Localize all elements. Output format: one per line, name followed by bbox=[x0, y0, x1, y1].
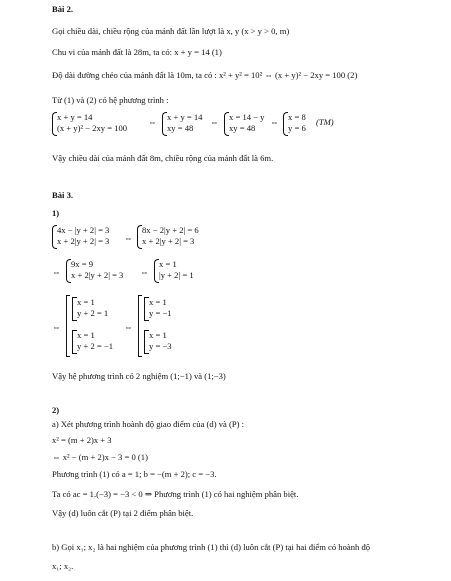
bai3-system-f1 bbox=[144, 297, 180, 321]
equivalence-symbol: ⇔ bbox=[52, 267, 61, 277]
bai2-system-3 bbox=[224, 112, 274, 136]
bai3-system-e1 bbox=[72, 297, 122, 321]
equation: y = −3 bbox=[149, 341, 172, 351]
equation: 9x = 9 bbox=[71, 259, 94, 269]
equivalence-symbol: ⇔ bbox=[52, 322, 61, 332]
part-label-1: 1) bbox=[52, 208, 60, 218]
equation: y = 6 bbox=[288, 123, 306, 133]
equation: x + y = 14 bbox=[167, 112, 203, 122]
bai3-2a-discriminant: Ta có ac = 1.(−3) = −3 < 0 ⇒ Phương trình (1) có hai nghiệm phân biệt. bbox=[52, 489, 299, 499]
bai3-system-f2 bbox=[144, 330, 180, 354]
bai2-line-2: Chu vi của mảnh đất là 28m, ta có: x + y = 14 (1) bbox=[52, 47, 222, 57]
bai3-conclusion-1: Vậy hệ phương trình có 2 nghiệm (1;−1) và (1;−3) bbox=[52, 371, 226, 381]
equation: xy = 48 bbox=[167, 123, 194, 133]
bai2-conclusion: Vậy chiều dài của mảnh đất 8m, chiều rộng của mảnh đất là 6m. bbox=[52, 153, 274, 163]
equivalence-symbol: ⇔ bbox=[270, 117, 279, 127]
equation: x = 1 bbox=[149, 330, 167, 340]
equation: 8x − 2|y + 2| = 6 bbox=[142, 225, 199, 235]
equivalence-symbol: ⇔ bbox=[140, 267, 149, 277]
bai3-system-c bbox=[66, 259, 144, 283]
bai3-system-a bbox=[52, 225, 126, 249]
bai3-system-b bbox=[137, 225, 217, 249]
bai3-or-set-f bbox=[138, 295, 184, 357]
bai3-2b-line-1: b) Gọi x₁; x₂ là hai nghiệm của phương trình (1) thì (d) luôn cắt (P) tại hai điểm có hoành độ bbox=[52, 542, 371, 552]
equation: x + 2|y + 2| = 3 bbox=[71, 270, 124, 280]
equivalence-symbol: ⇔ bbox=[210, 117, 219, 127]
equation: x = 14 − y bbox=[229, 112, 265, 122]
bai2-line-4: Từ (1) và (2) có hệ phương trình : bbox=[52, 95, 169, 105]
equation: y = −1 bbox=[149, 308, 172, 318]
bai3-system-e2 bbox=[72, 330, 126, 354]
bai3-2a-equivalent: ⇔ x² − (m + 2)x − 3 = 0 (1) bbox=[52, 452, 148, 462]
equation: 4x − |y + 2| = 3 bbox=[57, 225, 110, 235]
equivalence-symbol: ⇔ bbox=[148, 117, 157, 127]
bai2-line-1: Gọi chiều dài, chiều rộng của mảnh đất lần lượt là x, y (x > y > 0, m) bbox=[52, 26, 290, 36]
bai3-2a-conclusion: Vậy (d) luôn cắt (P) tại 2 điểm phân biệt. bbox=[52, 508, 194, 518]
equivalence-symbol: ⇔ bbox=[124, 233, 133, 243]
equation: y + 2 = 1 bbox=[77, 308, 109, 318]
equation: xy = 48 bbox=[229, 123, 256, 133]
bai3-2a-intro: a) Xét phương trình hoành độ giao điểm của (d) và (P) : bbox=[52, 419, 245, 429]
tm-label: (TM) bbox=[316, 117, 334, 127]
bai2-system-1 bbox=[52, 112, 152, 136]
equivalence-symbol: ⇔ bbox=[124, 322, 133, 332]
bai2-system-4 bbox=[283, 112, 313, 136]
bai3-system-d bbox=[154, 259, 206, 283]
equation: (x + y)² − 2xy = 100 bbox=[57, 123, 128, 133]
equation: |y + 2| = 1 bbox=[159, 270, 194, 280]
equation: x = 1 bbox=[77, 297, 95, 307]
equation: x = 1 bbox=[149, 297, 167, 307]
section-title-bai-3: Bài 3. bbox=[52, 190, 74, 200]
part-label-2: 2) bbox=[52, 405, 60, 415]
equation: x + 2|y + 2| = 3 bbox=[142, 236, 195, 246]
equation: x = 1 bbox=[159, 259, 177, 269]
equation: y + 2 = −1 bbox=[77, 341, 114, 351]
bai3-or-set-e bbox=[66, 295, 126, 357]
bai3-2a-coefficients: Phương trình (1) có a = 1; b = −(m + 2); c = −3. bbox=[52, 469, 217, 479]
bai3-2a-equation: x² = (m + 2)x + 3 bbox=[52, 435, 112, 445]
bai3-2b-line-2: x₁; x₂. bbox=[52, 561, 74, 571]
equation: x + y = 14 bbox=[57, 112, 93, 122]
equation: x = 1 bbox=[77, 330, 95, 340]
section-title-bai-2: Bài 2. bbox=[52, 4, 74, 14]
bai2-system-2 bbox=[162, 112, 212, 136]
equation: x + 2|y + 2| = 3 bbox=[57, 236, 110, 246]
bai2-line-3: Độ dài đường chéo của mảnh đất là 10m, ta có : x² + y² = 10² ⇔ (x + y)² − 2xy = 100 (2) bbox=[52, 70, 358, 80]
equation: x = 8 bbox=[288, 112, 306, 122]
